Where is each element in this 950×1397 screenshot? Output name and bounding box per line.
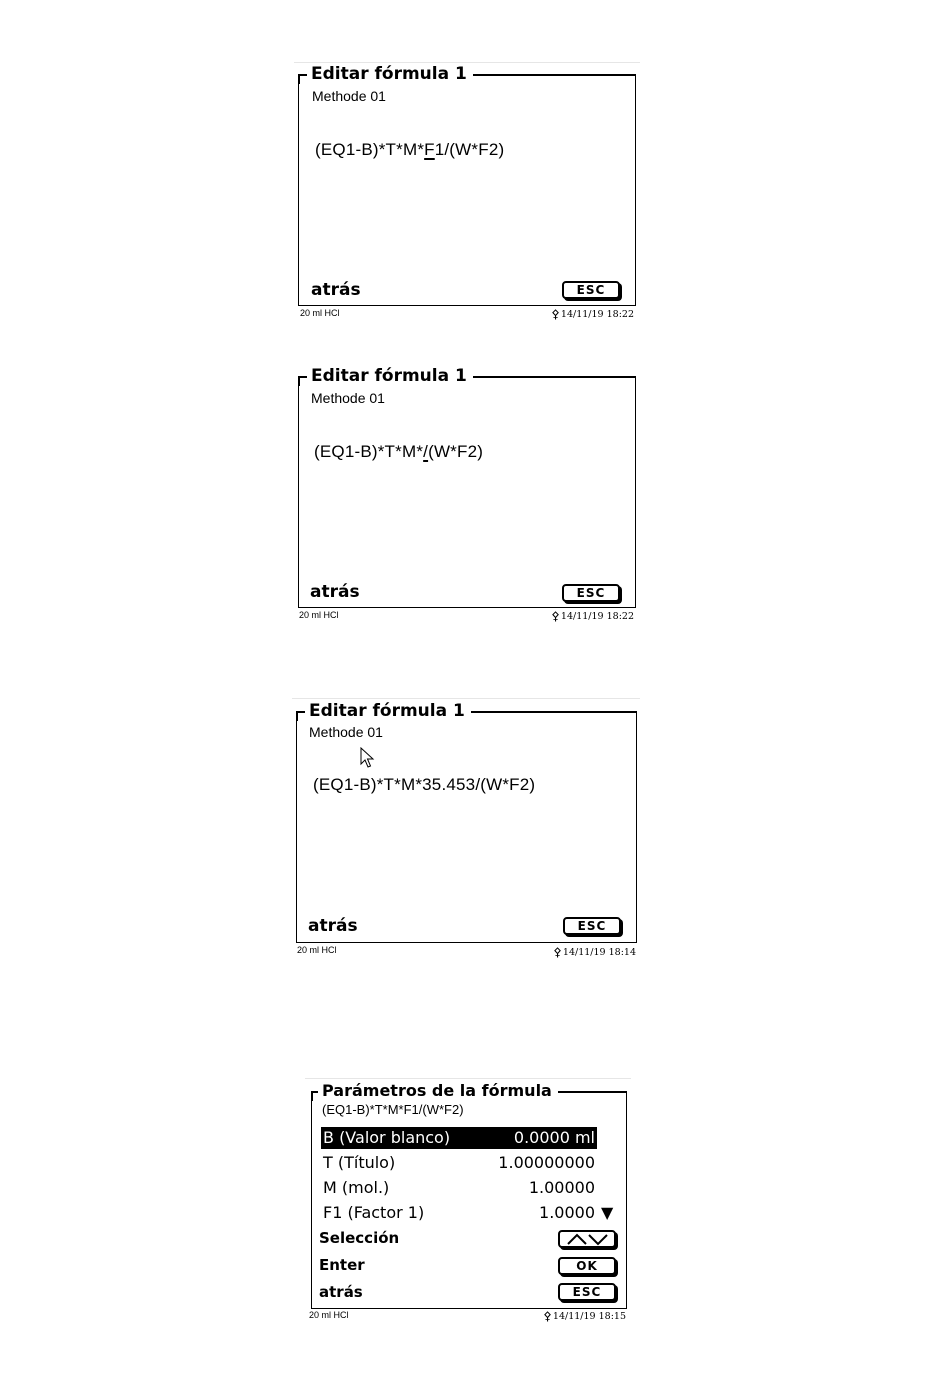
method-name: Methode 01	[311, 390, 385, 406]
selection-label: Selección	[319, 1229, 400, 1247]
dialog-frame	[298, 366, 636, 608]
method-name: Methode 01	[312, 88, 386, 104]
formula-editor[interactable]	[314, 442, 483, 462]
datetime-text: 14/11/19 18:15	[552, 1311, 626, 1322]
status-datetime	[543, 1309, 626, 1323]
datetime-text: 14/11/19 18:22	[560, 309, 634, 320]
status-method: 20 ml HCl	[297, 945, 337, 955]
screen-top-line	[305, 1078, 631, 1079]
method-name: Methode 01	[309, 724, 383, 740]
formula-text-before-cursor: (EQ1-B)*T*M*	[315, 140, 425, 159]
usb-icon: ⚴	[553, 945, 562, 959]
datetime-text: 14/11/19 18:14	[562, 947, 636, 958]
param-row-mol[interactable]	[321, 1177, 597, 1199]
screen-formula-parameters	[305, 1078, 631, 1328]
back-label: atrás	[310, 582, 360, 602]
back-label: atrás	[311, 280, 361, 300]
formula-text-after-cursor: 1/(W*F2)	[434, 140, 505, 159]
frame-top-border	[558, 1091, 627, 1093]
mouse-pointer-icon	[360, 747, 376, 769]
status-datetime	[553, 945, 636, 959]
screen-edit-formula-1	[290, 62, 640, 327]
dialog-title: Parámetros de la fórmula	[318, 1081, 558, 1101]
formula-editor[interactable]: (EQ1-B)*T*M*35.453/(W*F2)	[313, 775, 536, 794]
param-label: F1 (Factor 1)	[323, 1203, 425, 1222]
esc-button[interactable]: ESC	[563, 917, 621, 935]
formula-summary: (EQ1-B)*T*M*F1/(W*F2)	[322, 1102, 464, 1117]
frame-corner-mark	[296, 711, 298, 721]
back-label: atrás	[319, 1283, 363, 1301]
param-value: 0.0000 ml	[513, 1128, 595, 1147]
frame-top-border	[471, 711, 637, 713]
esc-button[interactable]: ESC	[558, 1283, 616, 1301]
screen-edit-formula-3	[288, 698, 640, 964]
frame-top-border	[473, 74, 636, 76]
param-label: B (Valor blanco)	[323, 1128, 451, 1147]
enter-label: Enter	[319, 1256, 365, 1274]
dialog-frame	[311, 1081, 627, 1309]
status-datetime	[551, 307, 634, 321]
status-datetime	[551, 609, 634, 623]
param-label: M (mol.)	[323, 1178, 390, 1197]
frame-corner-mark	[298, 376, 300, 386]
text-cursor-char: F	[424, 140, 435, 159]
usb-icon: ⚴	[543, 1309, 552, 1323]
param-value: 1.00000	[528, 1178, 595, 1197]
esc-button[interactable]: ESC	[562, 281, 620, 299]
param-value: 1.00000000	[498, 1153, 595, 1172]
dialog-title: Editar fórmula 1	[305, 701, 471, 721]
formula-text-before-cursor: (EQ1-B)*T*M*	[314, 442, 424, 461]
text-cursor-char: /	[423, 442, 429, 461]
usb-icon: ⚴	[551, 609, 560, 623]
formula-text-after-cursor: (W*F2)	[428, 442, 484, 461]
up-down-arrows-icon	[562, 1232, 612, 1246]
param-value: 1.0000	[539, 1203, 595, 1222]
status-method: 20 ml HCl	[299, 610, 339, 620]
frame-top-border	[473, 376, 636, 378]
status-method: 20 ml HCl	[300, 308, 340, 318]
screen-top-line	[294, 62, 640, 63]
dialog-frame	[296, 701, 637, 943]
esc-button[interactable]: ESC	[562, 584, 620, 602]
dialog-title: Editar fórmula 1	[307, 366, 473, 386]
dialog-frame	[298, 64, 636, 306]
usb-icon: ⚴	[551, 307, 560, 321]
ok-button[interactable]: OK	[558, 1257, 616, 1275]
up-down-button[interactable]	[558, 1230, 616, 1248]
param-row-blank[interactable]	[321, 1127, 597, 1149]
scroll-down-triangle-icon[interactable]: ▼	[601, 1203, 614, 1222]
back-label: atrás	[308, 916, 358, 936]
param-row-factor1[interactable]	[321, 1202, 597, 1224]
datetime-text: 14/11/19 18:22	[560, 611, 634, 622]
screen-top-line	[292, 698, 640, 699]
dialog-title: Editar fórmula 1	[307, 64, 473, 84]
formula-editor[interactable]	[315, 140, 504, 160]
frame-corner-mark	[311, 1091, 313, 1101]
status-method: 20 ml HCl	[309, 1310, 349, 1320]
screen-edit-formula-2	[290, 364, 640, 629]
param-row-titer[interactable]	[321, 1152, 597, 1174]
frame-corner-mark	[298, 74, 300, 84]
param-label: T (Título)	[323, 1153, 396, 1172]
